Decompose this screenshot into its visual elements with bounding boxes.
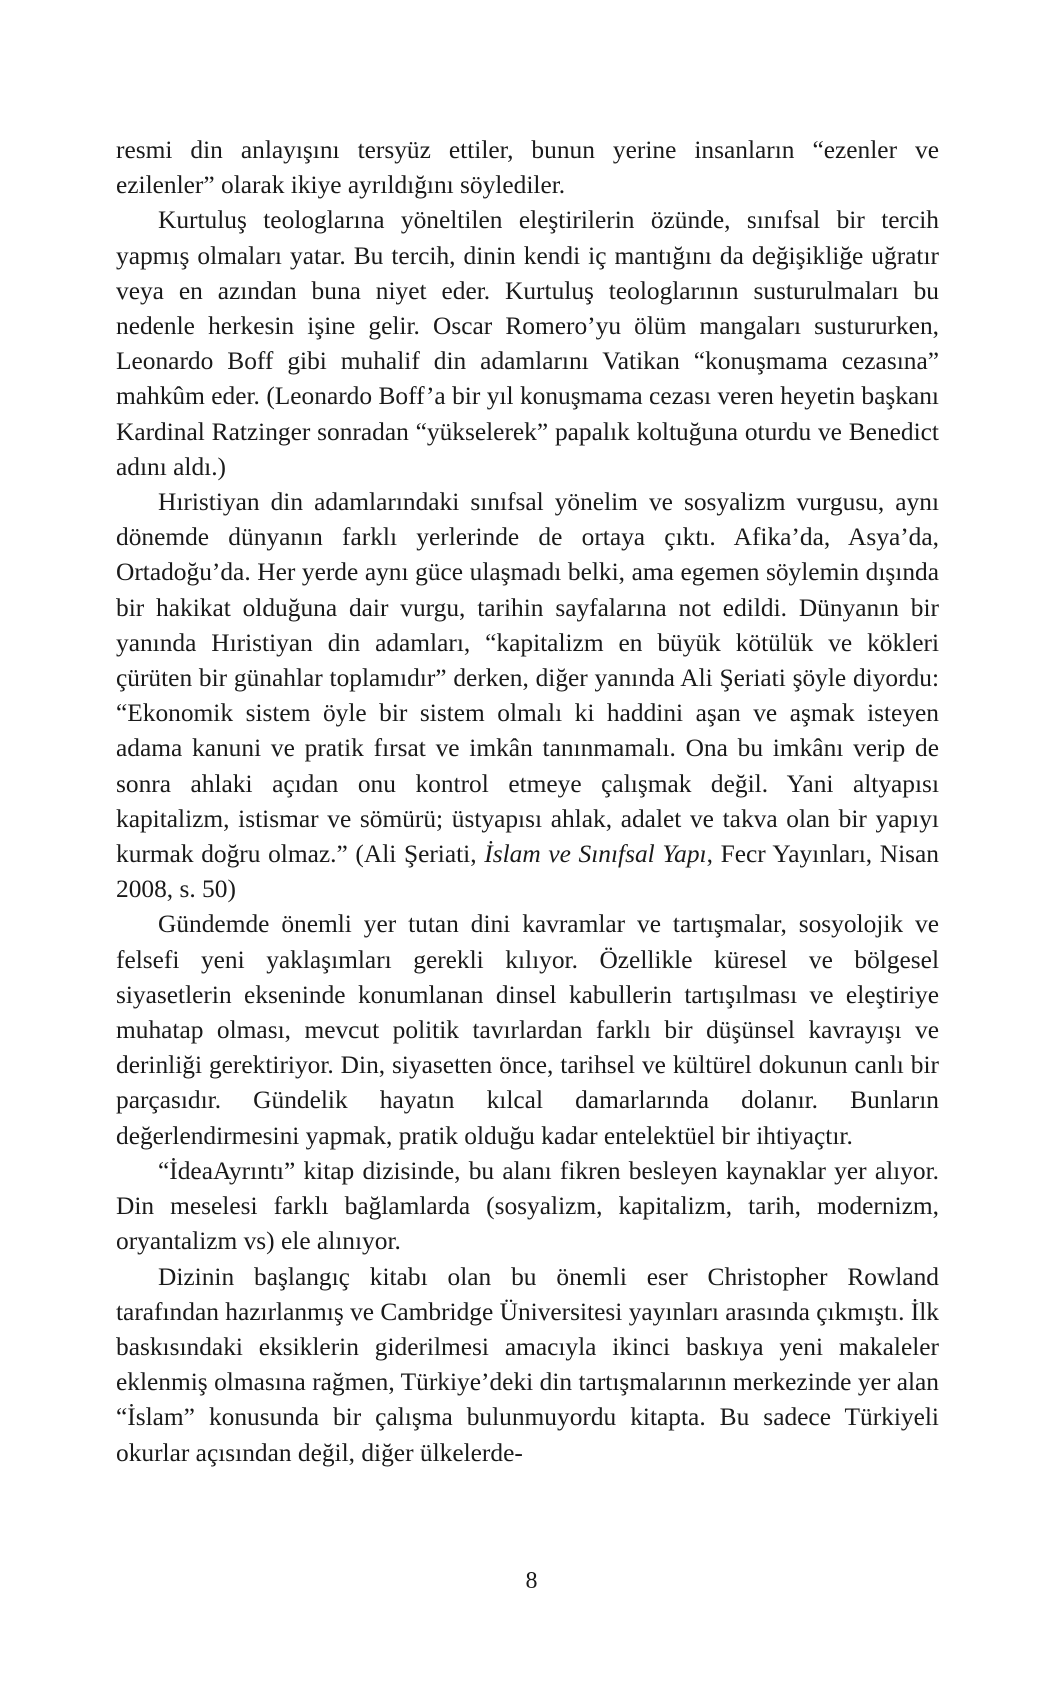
paragraph-2: Kurtuluş teologlarına yöneltilen eleştirilerin özünde, sınıfsal bir tercih yapmış olmaları yatar. Bu tercih, dinin kendi iç mantığını da değişikliğe uğratır veya en azından buna niyet eder. Kurtuluş teologlarının susturulmaları bu nedenle herkesin işine gelir. Oscar Romero’yu ölüm mangaları sustururken, Leonardo Boff gibi muhalif din adamlarını Vatikan “konuşmama cezasına” mahkûm eder. (Leonardo Boff’a bir yıl konuşmama cezası veren heyetin başkanı Kardinal Ratzinger sonradan “yükselerek” papalık koltuğuna oturdu ve Benedict adını aldı.): [116, 206, 939, 481]
paragraph-6: Dizinin başlangıç kitabı olan bu önemli eser Christopher Rowland tarafından hazırlanmış ve Cambridge Üniversitesi yayınları arasında çıkmıştı. İlk baskısındaki eksiklerin giderilmesi amacıyla ikinci baskıya yeni makaleler eklenmiş olmasına rağmen, Türkiye’deki din tartışmalarının merkezinde yer alan “İslam” konusunda bir çalışma bulunmuyordu kitapta. Bu sadece Türkiyeli okurlar açısından değil, diğer ülkelerde-: [116, 1262, 939, 1467]
page-number: 8: [525, 1568, 538, 1594]
paragraph-3: [116, 485, 939, 907]
paragraph-3-text: Hıristiyan din adamlarındaki sınıfsal yönelim ve sosyalizm vurgusu, aynı dönemde dünyanın farklı yerlerinde de ortaya çıktı. Afika’da, Asya’da, Ortadoğu’da. Her yerde aynı güce ulaşmadı belki, ama egemen söylemin dışında bir hakikat olduğuna dair vurgu, tarihin sayfalarına not edildi. Dünyanın bir yanında Hıristiyan din adamları, “kapitalizm en büyük kötülük ve kökleri çürüten bir günahlar toplamıdır” derken, diğer yanında Ali Şeriati şöyle diyordu: “Ekonomik sistem öyle bir sistem olmalı ki haddini aşan ve aşmak isteyen adama kanuni ve pratik fırsat ve imkân tanınmamalı. Ona bu imkânı verip de sonra ahlaki açıdan onu kontrol etmeye çalışmak değil. Yani altyapısı kapitalizm, istismar ve sömürü; üstyapısı ahlak, adalet ve takva olan bir yapıyı kurmak doğru olmaz.” (Ali Şeriati,: [116, 488, 939, 869]
paragraph-5: “İdeaAyrıntı” kitap dizisinde, bu alanı fikren besleyen kaynaklar yer alıyor. Din meselesi farklı bağlamlarda (sosyalizm, kapitalizm, tarih, modernizm, oryantalizm vs) ele alınıyor.: [116, 1156, 939, 1256]
paragraph-4: Gündemde önemli yer tutan dini kavramlar ve tartışmalar, sosyolojik ve felsefi yeni yaklaşımları gerekli kılıyor. Özellikle küresel ve bölgesel siyasetlerin ekseninde konumlanan dinsel kabullerin tartışılması ve eleştiriye muhatap olması, mevcut politik tavırlardan farklı bir düşünsel kavrayışı ve derinliği gerektiriyor. Din, siyasetten önce, tarihsel ve kültürel dokunun canlı bir parçasıdır. Gündelik hayatın kılcal damarlarında dolanır. Bunların değerlendirmesini yapmak, pratik olduğu kadar entelektüel bir ihtiyaçtır.: [116, 910, 939, 1150]
paragraph-3-citation-tail: , Fecr Yayınları, Nisan 2008, s. 50): [116, 840, 939, 904]
page-body: [116, 133, 939, 1471]
paragraph-1: resmi din anlayışını tersyüz ettiler, bunun yerine insanların “ezenler ve ezilenler” olarak ikiye ayrıldığını söylediler.: [116, 136, 939, 200]
book-title-citation: İslam ve Sınıfsal Yapı: [484, 840, 707, 869]
